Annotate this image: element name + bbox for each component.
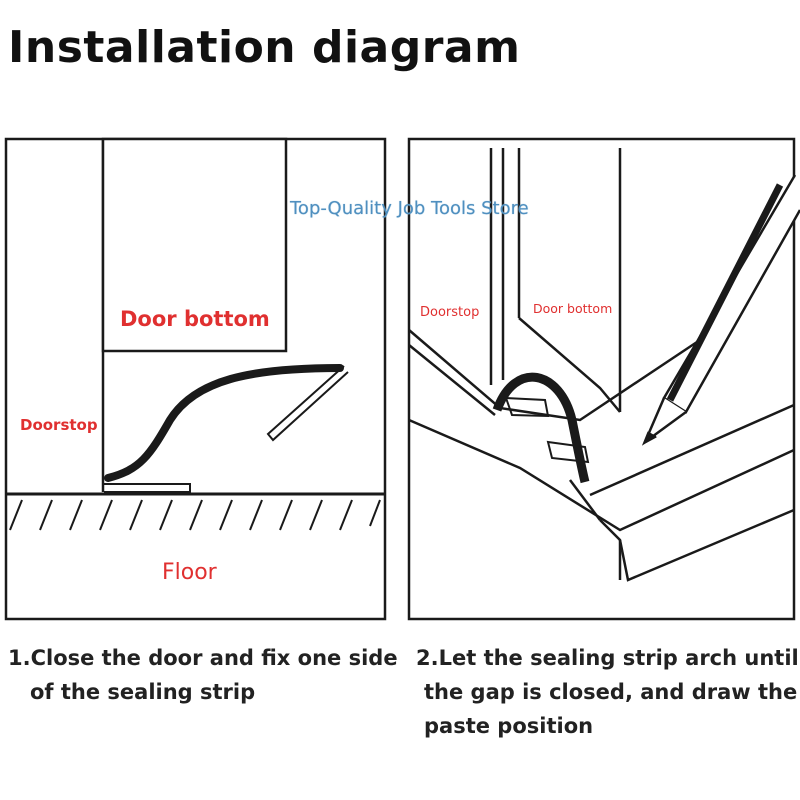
step-2-line-2: the gap is closed, and draw the xyxy=(424,680,798,704)
store-watermark: Top-Quality Job Tools Store xyxy=(290,198,529,219)
panel-1-strip-tail xyxy=(268,366,348,440)
panel-2-doorstop-label: Doorstop xyxy=(420,305,480,320)
step-2-line-1: 2.Let the sealing strip arch until xyxy=(416,646,799,670)
panel-1-door-bottom-label: Door bottom xyxy=(120,307,270,331)
step-2-caption xyxy=(416,641,800,743)
panel-1-floor-hatching xyxy=(10,500,380,530)
panel-1-strip-base xyxy=(104,484,190,492)
step-1-line-1: 1.Close the door and fix one side xyxy=(8,646,398,670)
panel-1-sealing-strip xyxy=(108,368,340,478)
panel-2-arched-strip xyxy=(497,377,585,482)
panel-1-floor-label: Floor xyxy=(162,560,217,585)
pencil-icon xyxy=(645,175,800,442)
panel-1-doorstop-label: Doorstop xyxy=(20,416,98,434)
step-2-line-3: paste position xyxy=(424,714,594,738)
diagram-title: Installation diagram xyxy=(8,22,521,73)
step-1-caption xyxy=(8,641,408,709)
step-1-line-2: of the sealing strip xyxy=(30,680,256,704)
panel-2-door-bottom-label: Door bottom xyxy=(533,301,613,316)
